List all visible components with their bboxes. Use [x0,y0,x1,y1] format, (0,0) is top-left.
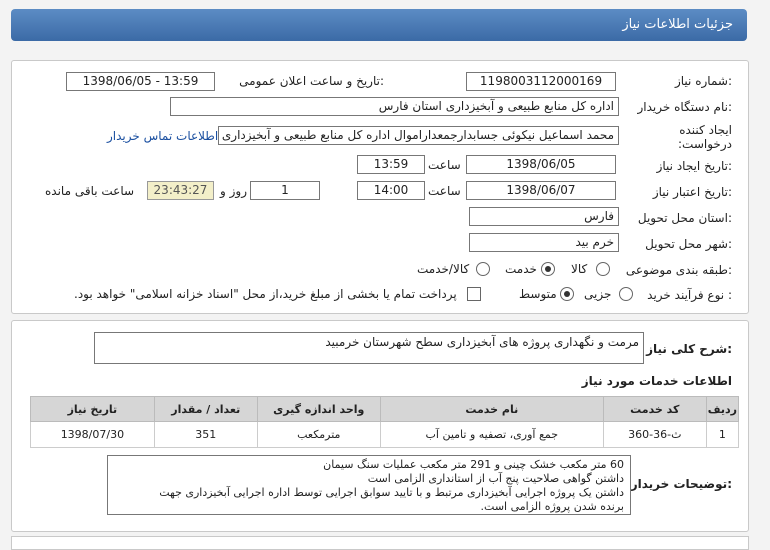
buyer-note-line: 60 متر مکعب خشک چینی و 291 متر مکعب عملیات سنگ سیمان [323,458,624,471]
category-radio-goods-service[interactable] [476,262,490,276]
services-title: اطلاعات خدمات مورد نیاز [581,374,732,388]
services-table [30,396,739,448]
table-row [31,422,739,448]
treasury-payment-checkbox[interactable] [467,287,481,301]
need-number-field: 1198003112000169 [466,72,616,91]
creator-field: محمد اسماعیل نیکوئی جسابدارجمعداراموال اداره کل منابع طبیعی و آبخیزداری [218,126,619,145]
cell-unit: مترمکعب [257,422,380,448]
days-field: 1 [250,181,320,200]
validity-time-label: ساعت [428,184,461,198]
buyer-note-line: برنده شدن پروژه الزامی است. [480,500,624,513]
validity-time-field: 14:00 [357,181,425,200]
category-option-goods: کالا [571,262,588,276]
category-radio-goods[interactable] [596,262,610,276]
treasury-payment-note: پرداخت تمام یا بخشی از مبلغ خرید،از محل "اسناد خزانه اسلامی" خواهد بود. [74,287,457,301]
buyer-notes-label: توضیحات خریدار: [630,477,732,491]
process-radio-minor[interactable] [619,287,633,301]
created-time-field: 13:59 [357,155,425,174]
buyer-note-line: داشتن یک پروژه اجرایی آبخیزداری مرتبط و با تایید سوابق اجرایی توسط اداره اجرایی آبخیزداری جهت [159,486,624,499]
description-field: مرمت و نگهداری پروژه های آبخیزداری سطح شهرستان خرمبید [94,332,644,364]
cell-row: 1 [706,422,738,448]
cell-service-name: جمع آوری، تصفیه و تامین آب [380,422,603,448]
created-date-label: تاریخ ایجاد نیاز: [656,159,732,173]
cell-need-date: 1398/07/30 [31,422,155,448]
buyer-note-line: داشتن گواهی صلاحیت پنج آب از استانداری الزامی است [367,472,624,485]
province-label: استان محل تحویل: [637,211,732,225]
province-field: فارس [469,207,619,226]
services-table-header [31,397,739,422]
cell-service-code: ث-36-360 [603,422,706,448]
category-option-goods-service: کالا/خدمت [417,262,470,276]
buyer-notes-field [107,455,631,515]
remaining-label: ساعت باقی مانده [45,184,135,198]
col-row: ردیف [706,397,738,422]
process-radio-medium[interactable] [560,287,574,301]
announce-label: تاریخ و ساعت اعلان عمومی: [239,74,384,88]
col-service-code: کد خدمت [603,397,706,422]
need-number-label: شماره نیاز: [674,74,732,88]
buyer-label: نام دستگاه خریدار: [637,100,732,114]
cell-quantity: 351 [154,422,257,448]
buyer-field: اداره کل منابع طبیعی و آبخیزداری استان فارس [170,97,619,116]
remaining-time-field: 23:43:27 [147,181,214,200]
page-title: جزئیات اطلاعات نیاز [622,17,733,32]
col-service-name: نام خدمت [380,397,603,422]
description-label: شرح کلی نیاز: [646,342,732,356]
page-header [11,9,747,41]
col-unit: واحد اندازه گیری [257,397,380,422]
col-need-date: تاریخ نیاز [31,397,155,422]
category-option-service: خدمت [505,262,537,276]
process-option-minor: جزیی [584,287,612,301]
process-option-medium: متوسط [519,287,557,301]
validity-date-field: 1398/06/07 [466,181,616,200]
creator-label: ایجاد کننده درخواست: [678,123,732,151]
created-time-label: ساعت [428,158,461,172]
buyer-contact-link[interactable]: اطلاعات تماس خریدار [107,129,219,143]
col-quantity: تعداد / مقدار [154,397,257,422]
process-label: نوع فرآیند خرید : [647,288,732,302]
next-panel-edge [11,536,749,550]
days-label: روز و [220,184,247,198]
city-label: شهر محل تحویل: [645,237,732,251]
city-field: خرم بید [469,233,619,252]
created-date-field: 1398/06/05 [466,155,616,174]
validity-date-label: تاریخ اعتبار نیاز: [652,185,732,199]
category-radio-service[interactable] [541,262,555,276]
category-label: طبقه بندی موضوعی: [625,263,732,277]
announce-datetime-field: 1398/06/05 - 13:59 [66,72,215,91]
